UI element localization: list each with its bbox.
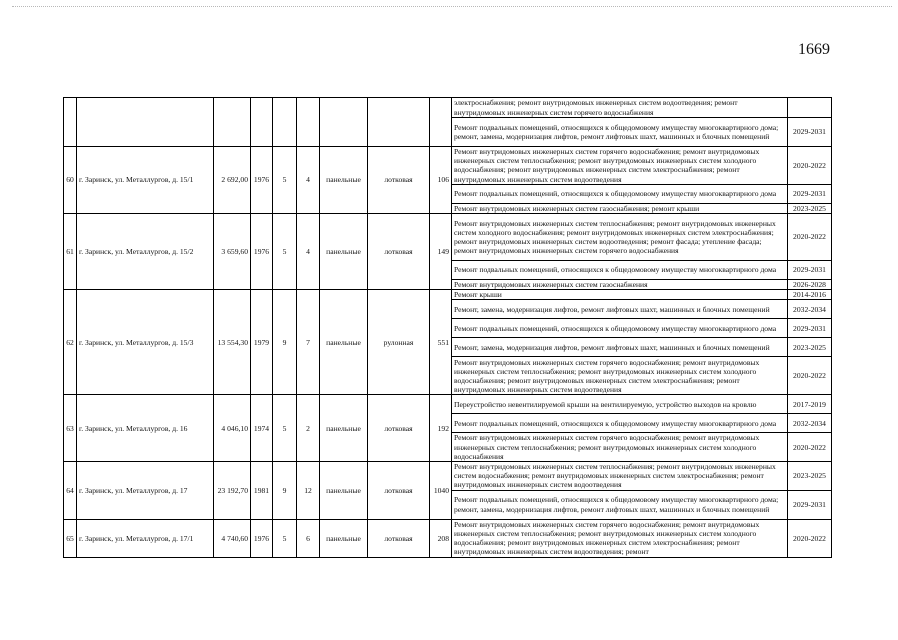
total-area: 4 046,10	[214, 395, 251, 462]
roof-type: лотковая	[368, 462, 430, 520]
build-year: 1976	[251, 214, 273, 290]
wall-material: панельные	[320, 519, 368, 557]
table-row	[64, 147, 832, 185]
row-number: 61	[64, 214, 77, 290]
repair-period: 2029-2031	[788, 184, 832, 203]
floor-count: 5	[273, 519, 297, 557]
repair-period: 2020-2022	[788, 519, 832, 557]
house-address: г. Заринск, ул. Металлургов, д. 15/1	[77, 147, 214, 214]
repair-works: Ремонт подвальных помещений, относящихся к общедомовому имуществу многоквартирного дома; ремонт, замена, модернизация лифтов, ремонт лифтовых шахт, машинных и блочных помещений	[452, 118, 788, 147]
house-address: г. Заринск, ул. Металлургов, д. 15/2	[77, 214, 214, 290]
repair-works: Ремонт внутридомовых инженерных систем горячего водоснабжения; ремонт внутридомовых инженерных систем теплоснабжения; ремонт внутридомовых инженерных систем холодного водоснабжения; ремонт внутридомовых инженерных систем электроснабжения; ремонт внутридомовых инженерных систем водоотведения	[452, 357, 788, 395]
total-area: 4 740,60	[214, 519, 251, 557]
total-area: 13 554,30	[214, 290, 251, 395]
wall-material: панельные	[320, 290, 368, 395]
table-body	[64, 98, 832, 558]
repair-period: 2023-2025	[788, 462, 832, 491]
roof-type: лотковая	[368, 214, 430, 290]
roof-type: лотковая	[368, 147, 430, 214]
repair-works: Переустройство невентилируемой крыши на вентилируемую, устройство выходов на кровлю	[452, 395, 788, 414]
repair-period: 2023-2025	[788, 338, 832, 357]
wall-material: панельные	[320, 214, 368, 290]
table-row	[64, 214, 832, 261]
roof-type: лотковая	[368, 395, 430, 462]
house-address	[77, 98, 214, 147]
repair-works: Ремонт внутридомовых инженерных систем горячего водоснабжения; ремонт внутридомовых инженерных систем теплоснабжения; ремонт внутридомовых инженерных систем холодного водоснабжения	[452, 433, 788, 462]
repair-period: 2032-2034	[788, 300, 832, 319]
total-area: 3 659,60	[214, 214, 251, 290]
repair-works: Ремонт, замена, модернизация лифтов, ремонт лифтовых шахт, машинных и блочных помещений	[452, 300, 788, 319]
repair-period: 2029-2031	[788, 490, 832, 519]
entrance-count	[297, 98, 320, 147]
build-year	[251, 98, 273, 147]
repair-works: Ремонт внутридомовых инженерных систем теплоснабжения; ремонт внутридомовых инженерных систем холодного водоснабжения; ремонт внутридомовых инженерных систем электроснабжения; ремонт внутридомовых инженерных систем водоотведения; ремонт фасада; утепление фасада; ремонт внутридомовых инженерных систем горячего водоснабжения	[452, 214, 788, 261]
repair-period: 2020-2022	[788, 357, 832, 395]
entrance-count: 4	[297, 147, 320, 214]
wall-material: панельные	[320, 395, 368, 462]
house-address: г. Заринск, ул. Металлургов, д. 15/3	[77, 290, 214, 395]
entrance-count: 4	[297, 214, 320, 290]
repair-period: 2020-2022	[788, 147, 832, 185]
table-row	[64, 290, 832, 300]
floor-count: 9	[273, 462, 297, 520]
apartment-count	[430, 98, 452, 147]
repair-period: 2026-2028	[788, 280, 832, 290]
row-number: 62	[64, 290, 77, 395]
page-number: 1669	[798, 41, 830, 58]
repair-period: 2029-2031	[788, 118, 832, 147]
row-number	[64, 98, 77, 147]
repair-period: 2029-2031	[788, 319, 832, 338]
apartment-count: 149	[430, 214, 452, 290]
repair-period: 2023-2025	[788, 203, 832, 213]
table-row	[64, 395, 832, 414]
repair-works: Ремонт подвальных помещений, относящихся к общедомовому имуществу многоквартирного дома	[452, 261, 788, 280]
row-number: 60	[64, 147, 77, 214]
house-address: г. Заринск, ул. Металлургов, д. 17/1	[77, 519, 214, 557]
repair-works: Ремонт внутридомовых инженерных систем теплоснабжения; ремонт внутридомовых инженерных систем водоснабжения; ремонт внутридомовых инженерных систем электроснабжения; ремонт внутридомовых инженерных систем водоотведения	[452, 462, 788, 491]
build-year: 1976	[251, 519, 273, 557]
entrance-count: 12	[297, 462, 320, 520]
roof-type	[368, 98, 430, 147]
repair-period: 2014-2016	[788, 290, 832, 300]
repair-period: 2017-2019	[788, 395, 832, 414]
roof-type: лотковая	[368, 519, 430, 557]
total-area	[214, 98, 251, 147]
entrance-count: 2	[297, 395, 320, 462]
capital-repair-table	[63, 97, 832, 558]
wall-material: панельные	[320, 147, 368, 214]
repair-works: Ремонт внутридомовых инженерных систем горячего водоснабжения; ремонт внутридомовых инженерных систем теплоснабжения; ремонт внутридомовых инженерных систем холодного водоснабжения; ремонт внутридомовых инженерных систем электроснабжения; ремонт внутридомовых инженерных систем водоотведения	[452, 147, 788, 185]
entrance-count: 7	[297, 290, 320, 395]
house-address: г. Заринск, ул. Металлургов, д. 16	[77, 395, 214, 462]
repair-works: Ремонт внутридомовых инженерных систем газоснабжения	[452, 280, 788, 290]
table-row	[64, 462, 832, 491]
repair-works: Ремонт внутридомовых инженерных систем газоснабжения; ремонт крыши	[452, 203, 788, 213]
repair-works: Ремонт подвальных помещений, относящихся к общедомовому имуществу многоквартирного дома	[452, 184, 788, 203]
repair-period: 2029-2031	[788, 261, 832, 280]
build-year: 1979	[251, 290, 273, 395]
repair-works: Ремонт внутридомовых инженерных систем горячего водоснабжения; ремонт внутридомовых инженерных систем теплоснабжения; ремонт внутридомовых инженерных систем холодного водоснабжения; ремонт внутридомовых инженерных систем электроснабжения; ремонт внутридомовых инженерных систем водоотведения; ремонт	[452, 519, 788, 557]
repair-works: Ремонт подвальных помещений, относящихся к общедомовому имуществу многоквартирного дома	[452, 414, 788, 433]
roof-type: рулонная	[368, 290, 430, 395]
table-row	[64, 98, 832, 118]
apartment-count: 192	[430, 395, 452, 462]
table-row	[64, 519, 832, 557]
repair-period: 2020-2022	[788, 433, 832, 462]
floor-count: 5	[273, 147, 297, 214]
build-year: 1981	[251, 462, 273, 520]
repair-works: Ремонт, замена, модернизация лифтов, ремонт лифтовых шахт, машинных и блочных помещений	[452, 338, 788, 357]
row-number: 63	[64, 395, 77, 462]
build-year: 1974	[251, 395, 273, 462]
repair-works: Ремонт подвальных помещений, относящихся к общедомовому имуществу многоквартирного дома	[452, 319, 788, 338]
apartment-count: 551	[430, 290, 452, 395]
floor-count	[273, 98, 297, 147]
floor-count: 5	[273, 395, 297, 462]
total-area: 2 692,00	[214, 147, 251, 214]
apartment-count: 1040	[430, 462, 452, 520]
house-address: г. Заринск, ул. Металлургов, д. 17	[77, 462, 214, 520]
repair-works: Ремонт подвальных помещений, относящихся к общедомовому имуществу многоквартирного дома; ремонт, замена, модернизация лифтов, ремонт лифтовых шахт, машинных и блочных помещений	[452, 490, 788, 519]
apartment-count: 208	[430, 519, 452, 557]
entrance-count: 6	[297, 519, 320, 557]
total-area: 23 192,70	[214, 462, 251, 520]
repair-period	[788, 98, 832, 118]
repair-period: 2032-2034	[788, 414, 832, 433]
floor-count: 5	[273, 214, 297, 290]
repair-period: 2020-2022	[788, 214, 832, 261]
wall-material: панельные	[320, 462, 368, 520]
build-year: 1976	[251, 147, 273, 214]
repair-works: Ремонт крыши	[452, 290, 788, 300]
repair-works: электроснабжения; ремонт внутридомовых инженерных систем водоотведения; ремонт внутридомовых инженерных систем горячего водоснабжения	[452, 98, 788, 118]
row-number: 64	[64, 462, 77, 520]
wall-material	[320, 98, 368, 147]
floor-count: 9	[273, 290, 297, 395]
row-number: 65	[64, 519, 77, 557]
scan-top-edge	[12, 6, 892, 7]
apartment-count: 106	[430, 147, 452, 214]
